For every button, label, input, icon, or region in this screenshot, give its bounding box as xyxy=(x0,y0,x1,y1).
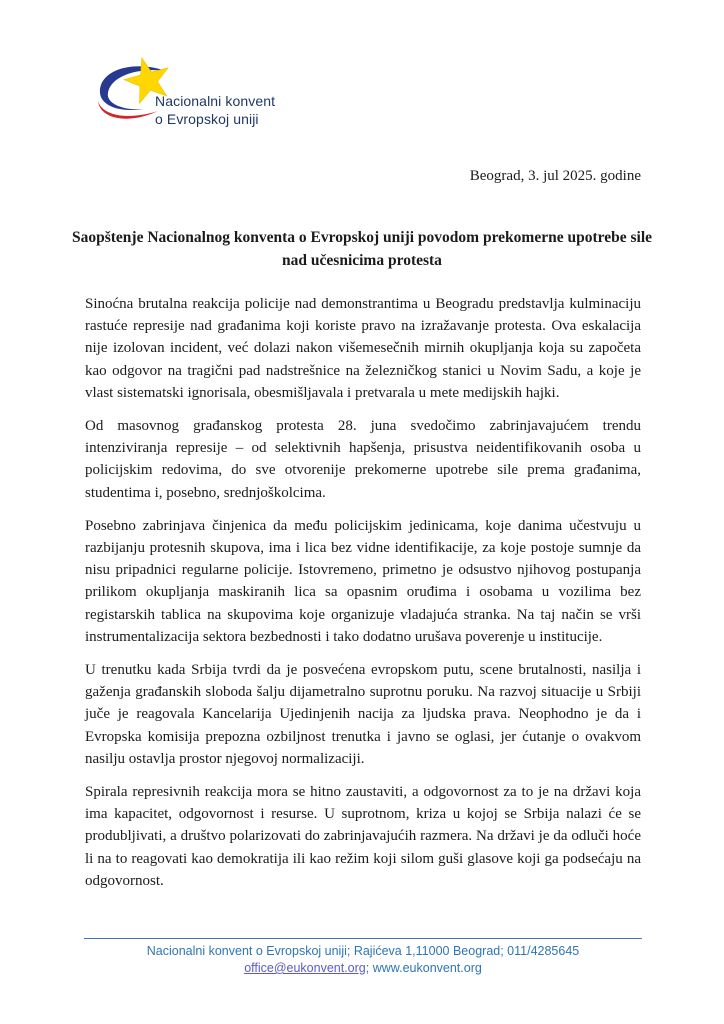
organization-logo xyxy=(88,55,358,143)
date-line: Beograd, 3. jul 2025. godine xyxy=(469,168,641,184)
logo-text-line2: o Evropskoj uniji xyxy=(155,110,259,127)
body-paragraph: Spirala represivnih reakcija mora se hitno zaustaviti, a odgovornost za to je na državi koja ima kapacitet, odgovornost i resurse. U suprotnom, kriza u kojoj se Srbija nalazi će se produbljivati, a društvo polarizovati do zabrinjavajućih razmera. Na državi je da odluči hoće li na to reagovati kao demokratija ili kao režim koji silom guši glasove koji ga podsećaju na odgovornost. xyxy=(85,784,641,889)
footer-address: Nacionalni konvent o Evropskoj uniji; Rajićeva 1,11000 Beograd; 011/4285645 xyxy=(146,944,580,958)
page-title: Saopštenje Nacionalnog konventa o Evropskoj uniji povodom prekomerne upotrebe sile nad učesnicima protesta xyxy=(71,229,653,269)
body-paragraph: Posebno zabrinjava činjenica da među policijskim jedinicama, koje danima učestvuju u razbijanju protesnih skupova, ima i lica bez vidne identifikacije, za koje postoje sumnje da nisu pripadnici regularne policije. Istovremeno, primetno je odsustvo njihovog postupanja prilikom okupljanja maskiranih lica sa opasnim oruđima i osobama u vozilima bez registarskih tablica na skupovima koje organizuje vladajuća stranka. Na taj način se vrši instrumentalizacija sektora bezbednosti i tako dodatno urušava poverenje u institucije. xyxy=(85,517,641,645)
logo-text-line1: Nacionalni konvent xyxy=(155,93,276,109)
body-paragraph: Sinoćna brutalna reakcija policije nad demonstrantima u Beogradu predstavlja kulminaciju rastuće represije nad građanima koji koriste pravo na izražavanje protesta. Ova eskalacija nije izolovan incident, već dolazi nakon višemesečnih mirnih okupljanja koja su započeta kao odgovor na tragični pad nadstrešnice na železničkog stanici u Novim Sadu, a koje je vlast sistematski ignorisala, obesmišljavala i pretvarala u mete medijskih hajki. xyxy=(85,296,641,401)
document-footer xyxy=(84,938,642,977)
logo-text xyxy=(155,93,275,128)
email-link[interactable]: office@eukonvent.org xyxy=(244,961,366,975)
footer-contacts xyxy=(84,960,642,977)
body-paragraph: U trenutku kada Srbija tvrdi da je posvećena evropskom putu, scene brutalnosti, nasilja i gaženja građanskih sloboda šalju dijametralno suprotnu poruku. Na razvoj situacije u Srbiji juče je reagovala Kancelarija Ujedinjenih nacija za ljudska prava. Neophodno je da i Evropska komisija prepozna ozbiljnost trenutka i javno se oglasi, jer ćutanje o ovakvom nasilju ostavlja prostor njegovoj normalizaciji. xyxy=(85,662,641,767)
website-text: www.eukonvent.org xyxy=(372,961,482,975)
body-paragraph: Od masovnog građanskog protesta 28. juna svedočimo zabrinjavajućem trendu intenziviranja represije – od selektivnih hapšenja, prisustva neidentifikovanih osoba u policijskim redovima, do sve otvorenije prekomerne upotrebe sile prema građanima, studentima i, posebno, srednjoškolcima. xyxy=(85,418,641,501)
document-body xyxy=(85,293,641,903)
footer-divider xyxy=(84,938,642,939)
footer-separator: ; xyxy=(365,961,373,975)
